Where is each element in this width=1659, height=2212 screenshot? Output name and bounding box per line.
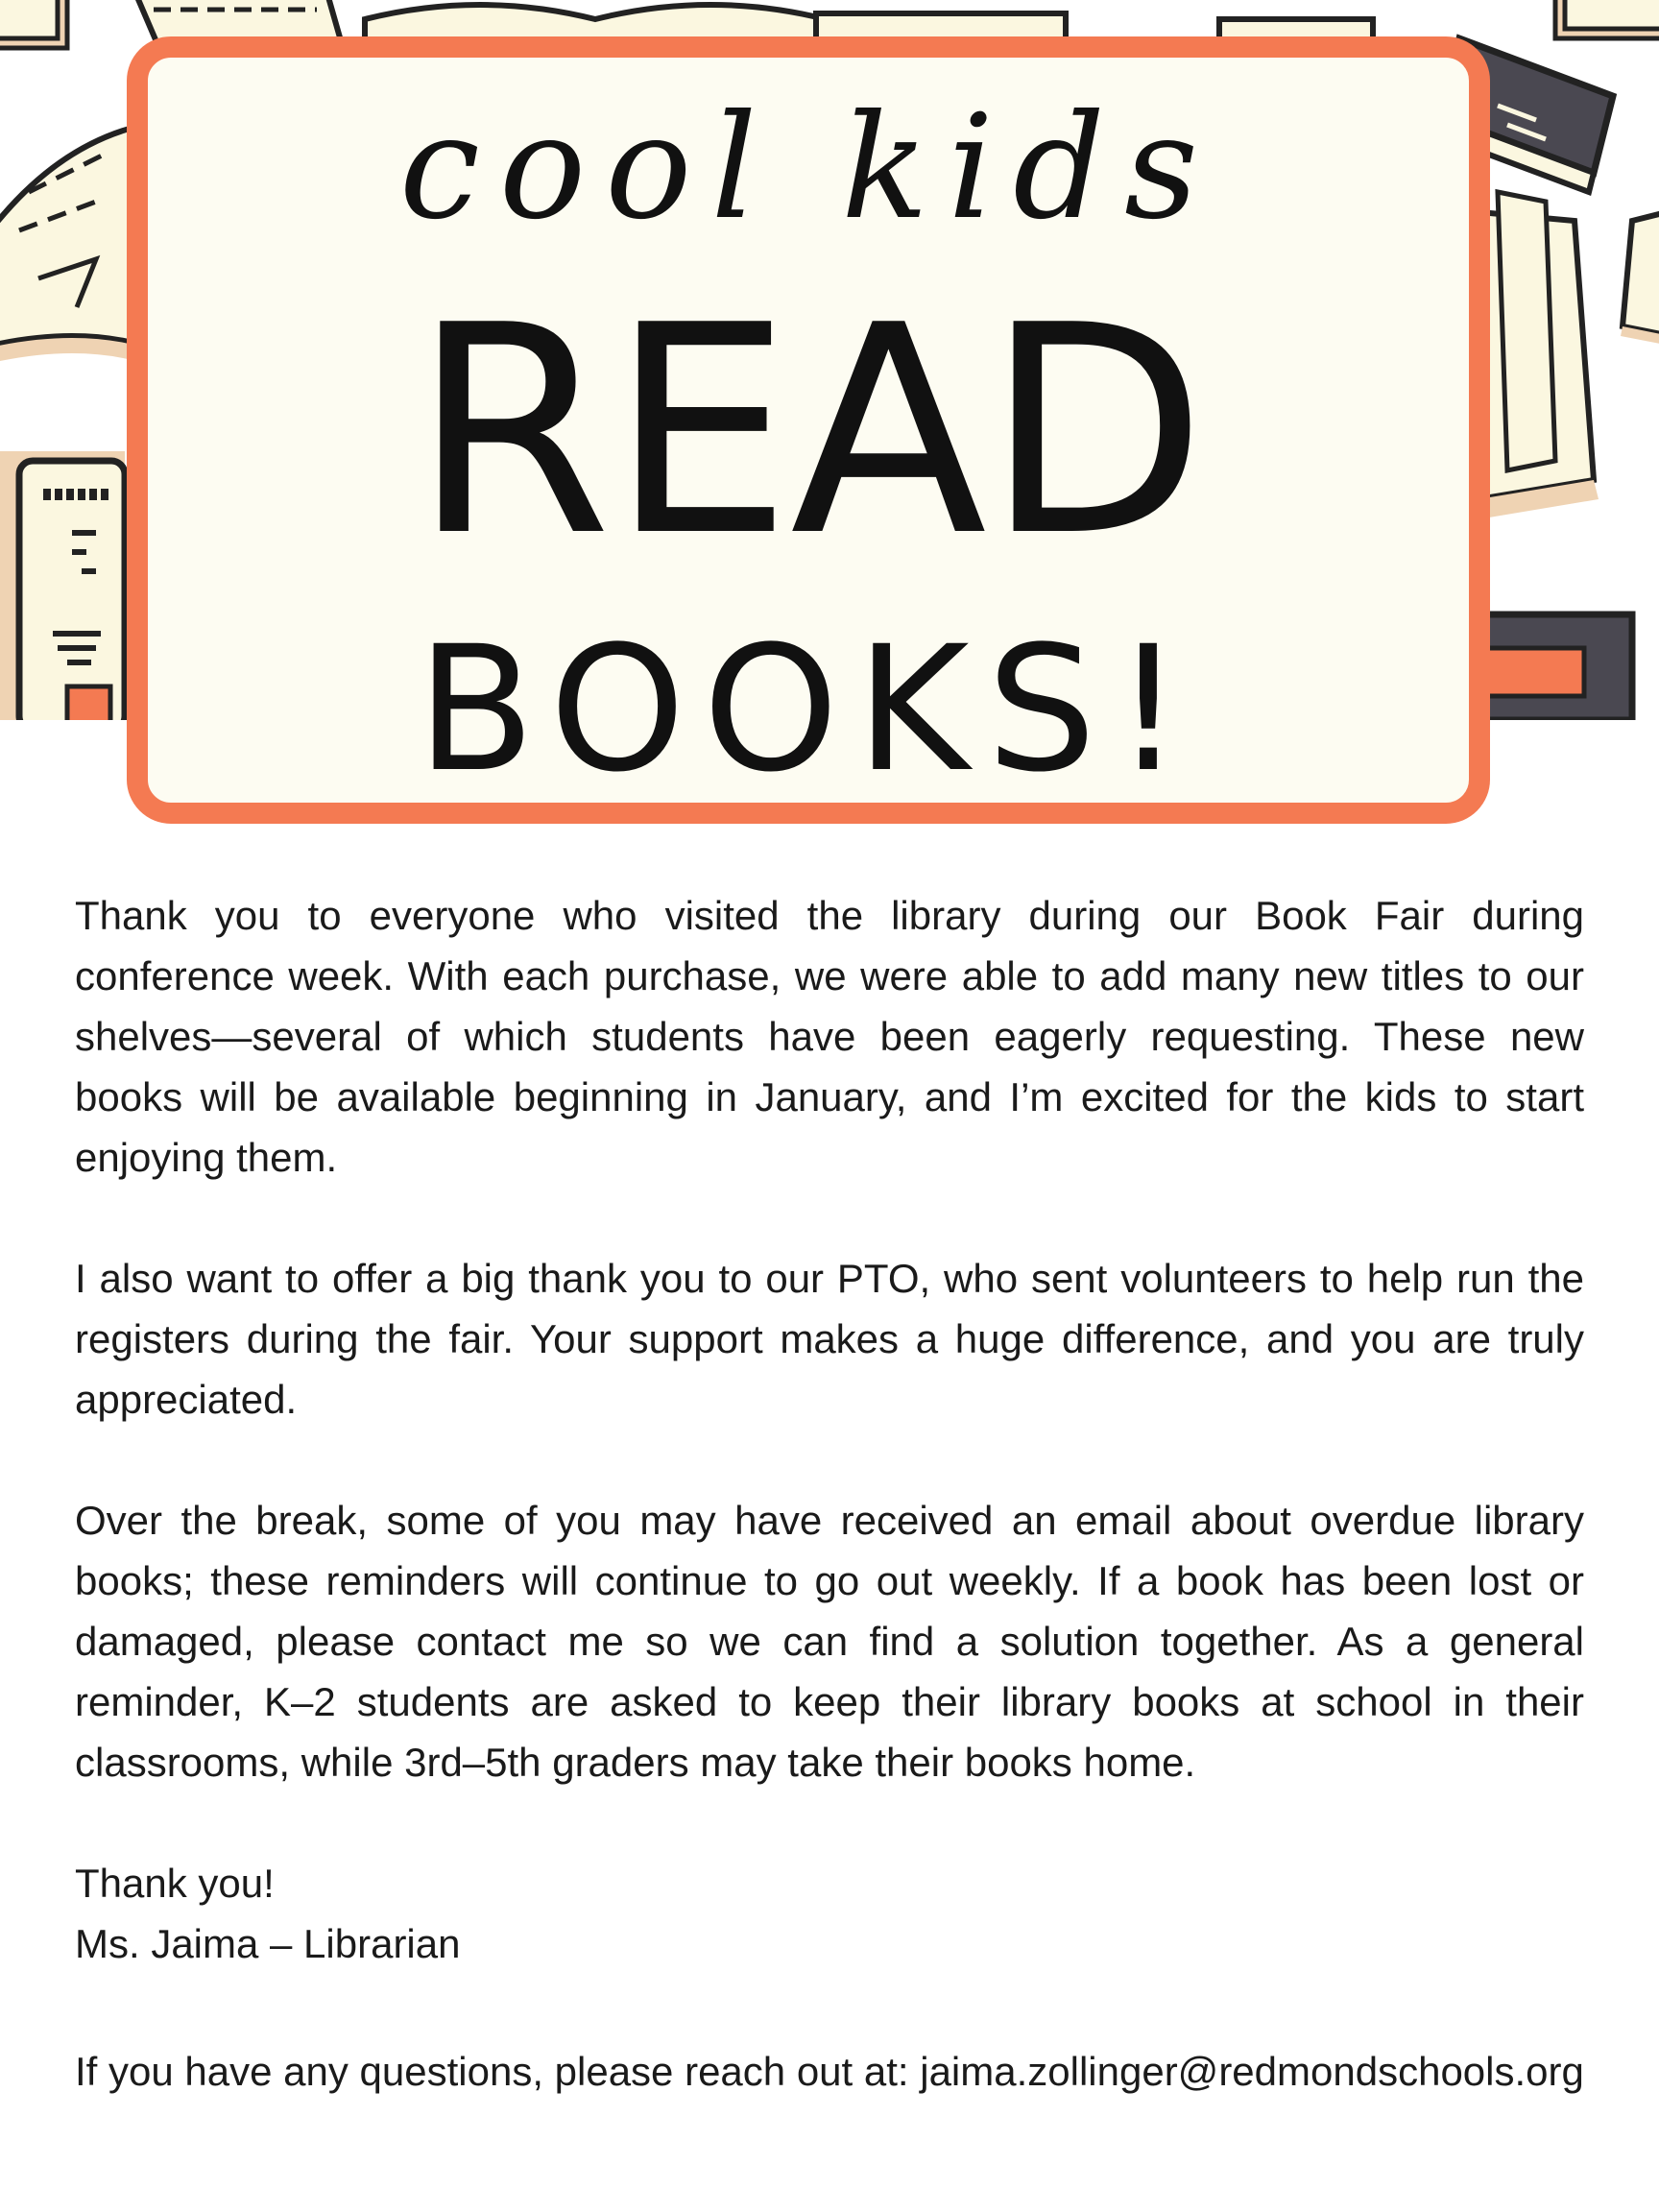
signature-line: Ms. Jaima – Librarian (75, 1921, 461, 1966)
closed-book-icon (0, 451, 125, 720)
main-title: READ (411, 264, 1206, 599)
title-card (127, 36, 1490, 824)
closed-book-icon (0, 0, 67, 48)
closed-book-icon (1555, 0, 1659, 38)
contact-line: If you have any questions, please reach out at: jaima.zollinger@redmondschools.org (75, 2049, 1584, 2094)
closed-book-icon (1621, 211, 1659, 346)
sub-title: BOOKS! (416, 610, 1201, 810)
closing-line: Thank you! (75, 1861, 275, 1906)
paragraph-overdue-books: Over the break, some of you may have received an email about overdue library books; these reminders will continue to go out weekly. If a book has been lost or damaged, please contact me so we can find a solution together. As a general reminder, K–2 students are asked to keep their library books at school in their classrooms, while 3rd–5th graders may take their books home. (75, 1498, 1584, 1785)
paragraph-pto-thanks: I also want to offer a big thank you to our PTO, who sent volunteers to help run the registers during the fair. Your support makes a huge difference, and you are truly appreciated. (75, 1256, 1584, 1422)
paragraph-book-fair: Thank you to everyone who visited the library during our Book Fair during conference week. With each purchase, we were able to add many new titles to our shelves—several of which students have been eagerly requesting. These new books will be available beginning in January, and I’m excited for the kids to start enjoying them. (75, 893, 1584, 1180)
letter-body (75, 885, 1584, 2162)
book-stack-icon (1479, 614, 1632, 720)
script-title: cool kids (398, 84, 1218, 252)
